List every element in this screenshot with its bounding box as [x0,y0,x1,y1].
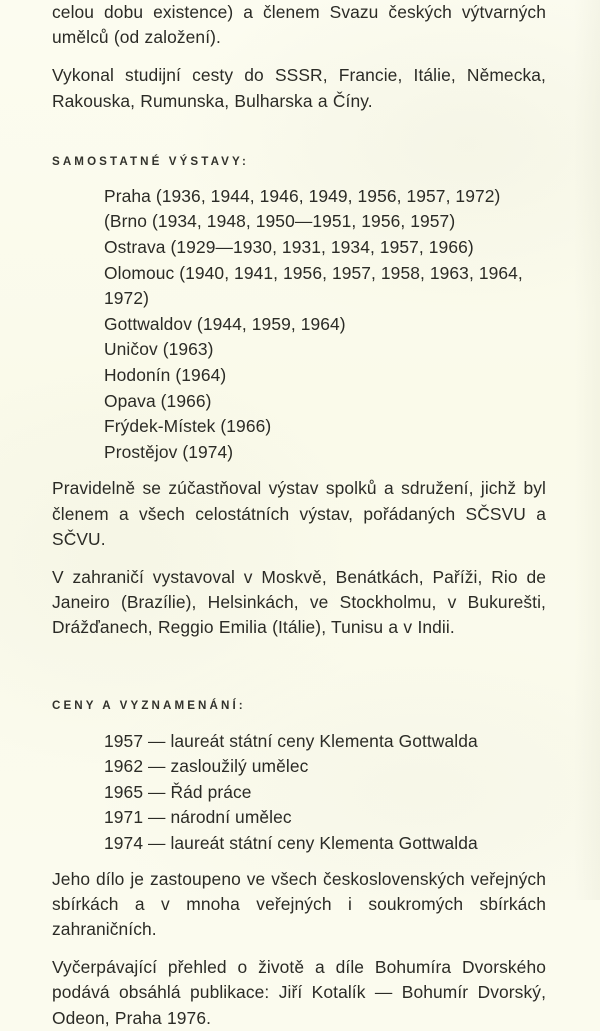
spacer-after-solo-heading [52,170,546,184]
solo-exhibitions-list [52,184,546,466]
list-item: Praha (1936, 1944, 1946, 1949, 1956, 1957, 1972) [104,185,501,206]
paragraph-group-exhibitions: Pravidelně se zúčastňoval výstav spolků a sdružení, jichž byl členem a všech celostátních výstav, pořádaných SČSVU a SČVU. [52,478,546,549]
list-item: 1957 — laureát státní ceny Klementa Gottwalda [104,730,478,751]
spacer-before-awards-heading [52,654,546,698]
heading-solo-exhibitions: SAMOSTATNÉ VÝSTAVY: [52,154,249,168]
spacer-before-solo-heading [52,127,546,154]
list-item: Hodonín (1964) [104,364,227,385]
list-item: Ostrava (1929—1930, 1931, 1934, 1957, 1966) [104,237,474,257]
list-item: Uničov (1963) [104,339,214,360]
list-item: Gottwaldov (1944, 1959, 1964) [104,313,346,334]
spacer-after-solo-list [52,465,546,476]
spacer-after-awards-heading [52,714,546,729]
intro-paragraph-membership: celou dobu existence) a členem Svazu českých výtvarných umělců (od založení). [52,2,546,48]
awards-list [52,729,546,857]
list-item: Prostějov (1974) [104,441,234,462]
list-item: (Brno (1934, 1948, 1950—1951, 1956, 1957) [104,211,456,232]
list-item: Frýdek-Místek (1966) [104,416,272,437]
heading-awards: CENY A VYZNAMENÁNÍ: [52,698,246,712]
spacer-after-awards-list [52,857,546,867]
paragraph-bibliography: Vyčerpávající přehled o životě a díle Bohumíra Dvorského podává obsáhlá publikace: Jiří Kotalík — Bohumír Dvorský, Odeon, Praha 1976. [52,957,546,1028]
paragraph-foreign-exhibitions: V zahraničí vystavoval v Moskvě, Benátkách, Paříži, Rio de Janeiro (Brazílie), Helsinkách, ve Stockholmu, v Bukurešti, Drážďanech, Reggio Emilia (Itálie), Tunisu a v Indii. [52,566,546,638]
list-item: 1974 — laureát státní ceny Klementa Gottwalda [104,832,478,853]
list-item: Olomouc (1940, 1941, 1956, 1957, 1958, 1963, 1964, 1972) [104,262,523,309]
paragraph-collections: Jeho dílo je zastoupeno ve všech československých veřejných sbírkách a v mnoha veřejných i soukromých sbírkách zahraničních. [52,868,546,939]
page-text-column [52,0,546,1028]
list-item: 1971 — národní umělec [104,807,292,828]
list-item: Opava (1966) [104,390,212,411]
list-item: 1962 — zasloužilý umělec [104,756,309,777]
intro-paragraph-study-trips: Vykonal studijní cesty do SSSR, Francie, Itálie, Německa, Rakouska, Rumunska, Bulharska a Číny. [52,65,546,111]
list-item: 1965 — Řád práce [104,781,252,802]
